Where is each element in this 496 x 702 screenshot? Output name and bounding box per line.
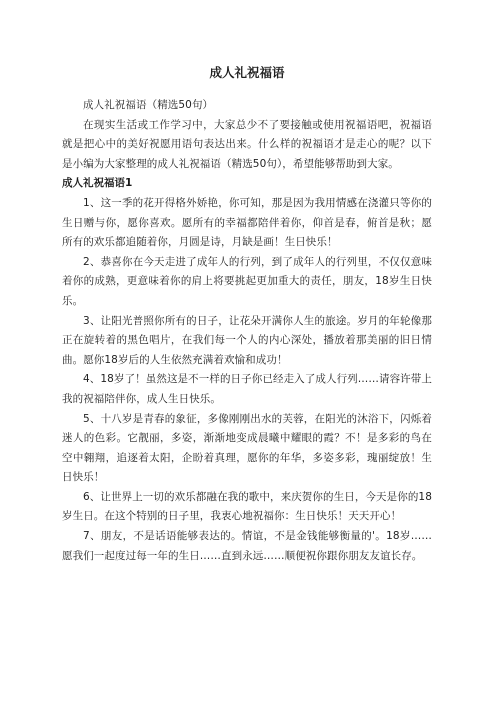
list-item: 3、让阳光普照你所有的日子，让花朵开满你人生的旅途。岁月的年轮像那正在旋转着的黑色唱片，在我们每一个人的内心深处，播放着那美丽的旧日情曲。愿你18岁后的人生依然充满着欢愉和成功！: [62, 314, 432, 366]
document-title: 成人礼祝福语: [209, 65, 285, 80]
list-item: 5、十八岁是青春的象征，多像刚刚出水的芙蓉，在阳光的沐浴下，闪烁着迷人的色彩。它靓丽，多姿，渐渐地变成晨曦中耀眼的霞？不！是多彩的鸟在空中翱翔，追逐着太阳，企盼着真理，愿你的年华，多姿多彩，瑰丽绽放！生日快乐！: [62, 412, 432, 484]
document-subtitle: 成人礼祝福语（精选50句）: [83, 99, 214, 111]
list-item: 7、朋友，不是话语能够表达的。情谊，不是金钱能够衡量的'。18岁……愿我们一起度过每一年的生日……直到永远……顺便祝你跟你朋友友谊长存。: [62, 530, 432, 562]
section-heading: 成人礼祝福语1: [62, 177, 133, 190]
list-item: 4、18岁了！虽然这是不一样的日子你已经走入了成人行列……请容许带上我的祝福陪伴你，成人生日快乐。: [62, 373, 432, 405]
list-item: 2、恭喜你在今天走进了成年人的行列，到了成年人的行列里，不仅仅意味着你的成熟，更意味着你的肩上将要挑起更加重大的责任，朋友，18岁生日快乐。: [62, 255, 432, 307]
intro-paragraph: 在现实生活或工作学习中，大家总少不了要接触或使用祝福语吧，祝福语就是把心中的美好祝愿用语句表达出来。什么样的祝福语才是走心的呢？以下是小编为大家整理的成人礼祝福语（精选50句），希望能够帮助到大家。: [62, 118, 432, 170]
list-item: 6、让世界上一切的欢乐都融在我的歌中，来庆贺你的生日，今天是你的18岁生日。在这个特别的日子里，我衷心地祝福你：生日快乐！天天开心！: [62, 490, 432, 523]
list-item: 1、这一季的花开得格外娇艳，你可知，那是因为我用情感在浇灌只等你的生日赠与你，愿你喜欢。愿所有的幸福都陪伴着你，仰首是春，俯首是秋；愿所有的欢乐都追随着你，月圆是诗，月缺是画！生日快乐！: [62, 196, 432, 249]
